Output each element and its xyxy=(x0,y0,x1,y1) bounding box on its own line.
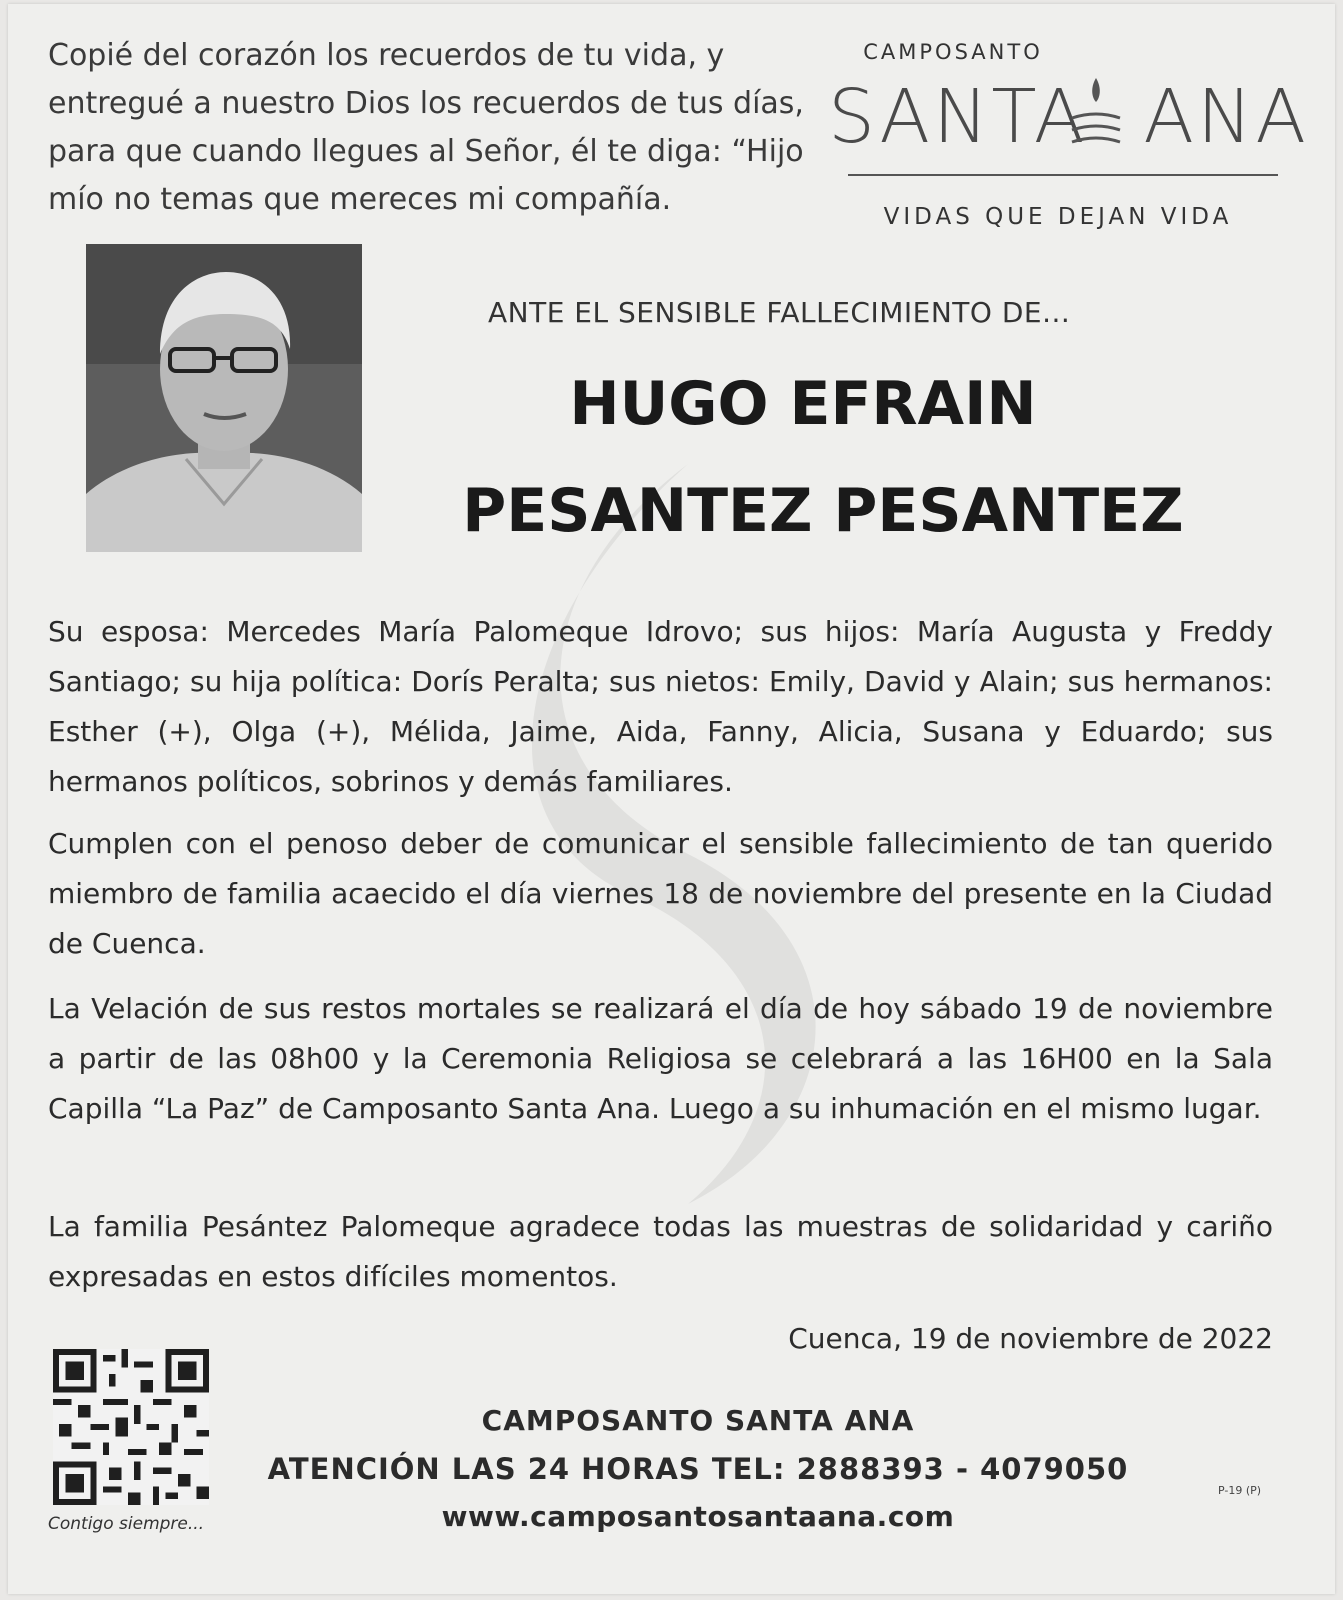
verse-line: Copié del corazón los recuerdos de tu vida, y xyxy=(48,38,725,73)
deceased-photo xyxy=(86,244,362,552)
logo-word-right: ANA xyxy=(1143,74,1310,160)
deceased-first-names: HUGO EFRAIN xyxy=(569,369,1037,439)
obituary-sheet xyxy=(8,4,1335,1594)
family-paragraph: Su esposa: Mercedes María Palomeque Idrovo; sus hijos: María Augusta y Freddy Santiago; su hija política: Dorís Peralta; sus nietos: Emily, David y Alain; sus hermanos: Esther (+), Olga (+), Mélida, Jaime, Aida, Fanny, Alicia, Susana y Eduardo; sus hermanos políticos, sobrinos y demás familiares. xyxy=(48,615,1273,798)
verse xyxy=(48,32,828,224)
ceremony-paragraph: La Velación de sus restos mortales se realizará el día de hoy sábado 19 de noviembre a partir de las 08h00 y la Ceremonia Religiosa se celebrará a las 16H00 en la Sala Capilla “La Paz” de Camposanto Santa Ana. Luego a su inhumación en el mismo lugar. xyxy=(48,992,1273,1125)
verse-line: para que cuando llegues al Señor, él te diga: “Hijo xyxy=(48,134,804,169)
print-code: P-19 (P) xyxy=(1218,1484,1262,1497)
logo-top-text: CAMPOSANTO xyxy=(863,40,1043,64)
verse-line: mío no temas que mereces mi compañía. xyxy=(48,182,672,217)
logo-rule xyxy=(848,174,1278,176)
footer-company: CAMPOSANTO SANTA ANA xyxy=(481,1404,915,1437)
logo-tagline: VIDAS QUE DEJAN VIDA xyxy=(883,204,1233,230)
qr-code-icon xyxy=(52,1349,210,1505)
gratitude-paragraph: La familia Pesántez Palomeque agradece todas las muestras de solidaridad y cariño expresadas en estos difíciles momentos. xyxy=(48,1210,1273,1293)
flame-icon xyxy=(1066,58,1126,168)
slogan: Contigo siempre... xyxy=(48,1514,205,1534)
camposanto-logo xyxy=(828,34,1310,234)
announcement: ANTE EL SENSIBLE FALLECIMIENTO DE... xyxy=(488,296,1071,329)
deceased-surnames: PESANTEZ PESANTEZ xyxy=(462,476,1184,546)
verse-line: entregué a nuestro Dios los recuerdos de tus días, xyxy=(48,86,804,121)
footer-phone: ATENCIÓN LAS 24 HORAS TEL: 2888393 - 4079050 xyxy=(267,1452,1129,1486)
place-date: Cuenca, 19 de noviembre de 2022 xyxy=(788,1322,1273,1355)
footer-website: www.camposantosantaana.com xyxy=(441,1500,955,1533)
logo-word-left: SANTA xyxy=(828,74,1088,160)
notice-paragraph: Cumplen con el penoso deber de comunicar el sensible fallecimiento de tan querido miembro de familia acaecido el día viernes 18 de noviembre del presente en la Ciudad de Cuenca. xyxy=(48,827,1273,960)
